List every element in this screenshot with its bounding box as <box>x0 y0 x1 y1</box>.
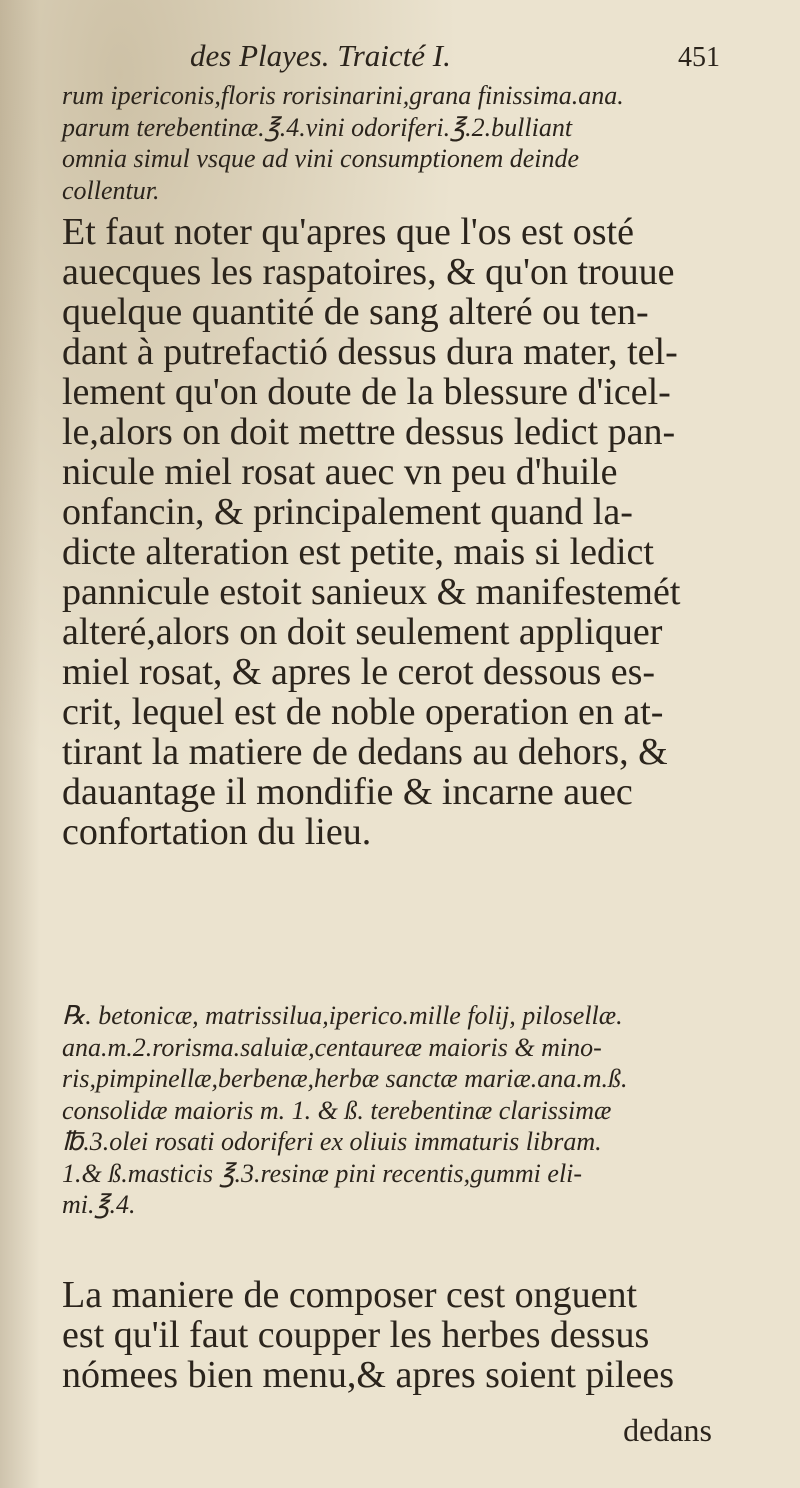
text-line: miel rosat, & apres le cerot dessous es- <box>62 651 656 693</box>
text-line: onfancin, & principalement quand la- <box>62 491 633 533</box>
running-header <box>190 38 720 74</box>
text-line: dicte alteration est petite, mais si ledict <box>62 531 654 573</box>
recipe-latin-1 <box>62 80 730 206</box>
paragraph-french-2 <box>62 1275 730 1395</box>
text-line: mi.℥.4. <box>62 1190 136 1219</box>
text-line: collentur. <box>62 175 160 205</box>
text-line: ℞. betonicæ, matrissilua,iperico.mille folij, pilosellæ. <box>62 1001 623 1030</box>
text-line: nicule miel rosat auec vn peu d'huile <box>62 451 618 493</box>
text-line: quelque quantité de sang alteré ou ten- <box>62 291 649 333</box>
text-line: confortation du lieu. <box>62 811 372 853</box>
text-line: dant à putrefactió dessus dura mater, tel- <box>62 331 678 373</box>
text-line: lement qu'on doute de la blessure d'icel- <box>62 371 671 413</box>
text-line: le,alors on doit mettre dessus ledict pan- <box>62 411 676 453</box>
paragraph-french-1 <box>62 212 730 852</box>
text-line: 1.& ß.masticis ℥.3.resinæ pini recentis,gummi eli- <box>62 1158 583 1188</box>
text-line: alteré,alors on doit seulement appliquer <box>62 611 663 653</box>
catchword: dedans <box>623 1412 712 1448</box>
recipe-latin-2 <box>62 1000 730 1221</box>
text-line: parum terebentinæ.℥.4.vini odoriferi.℥.2.bulliant <box>62 112 573 142</box>
running-title: des Playes. Traicté I. <box>190 38 451 73</box>
text-line: La maniere de composer cest onguent <box>62 1274 638 1316</box>
text-line: omnia simul vsque ad vini consumptionem deinde <box>62 144 580 173</box>
text-line: tirant la matiere de dedans au dehors, & <box>62 731 668 773</box>
text-line: rum ipericonis,floris rorisinarini,grana finissima.ana. <box>62 81 624 110</box>
text-line: pannicule estoit sanieux & manifestemét <box>62 571 681 613</box>
page-number: 451 <box>678 42 720 73</box>
text-line: ris,pimpinellæ,berbenæ,herbæ sanctæ mariæ.ana.m.ß. <box>62 1064 628 1093</box>
text-line: Et faut noter qu'apres que l'os est osté <box>62 211 634 253</box>
text-line: nómees bien menu,& apres soient pilees <box>62 1354 675 1396</box>
text-line: est qu'il faut coupper les herbes dessus <box>62 1314 650 1356</box>
text-line: auecques les raspatoires, & qu'on trouue <box>62 251 675 293</box>
text-line: dauantage il mondifie & incarne auec <box>62 771 633 813</box>
text-line: ana.m.2.rorisma.saluiæ,centaureæ maioris & mino- <box>62 1032 602 1062</box>
text-line: crit, lequel est de noble operation en at- <box>62 691 664 733</box>
text-line: ℔.3.olei rosati odoriferi ex oliuis immaturis libram. <box>62 1127 602 1156</box>
text-line: consolidæ maioris m. 1. & ß. terebentinæ clarissimæ <box>62 1095 612 1125</box>
